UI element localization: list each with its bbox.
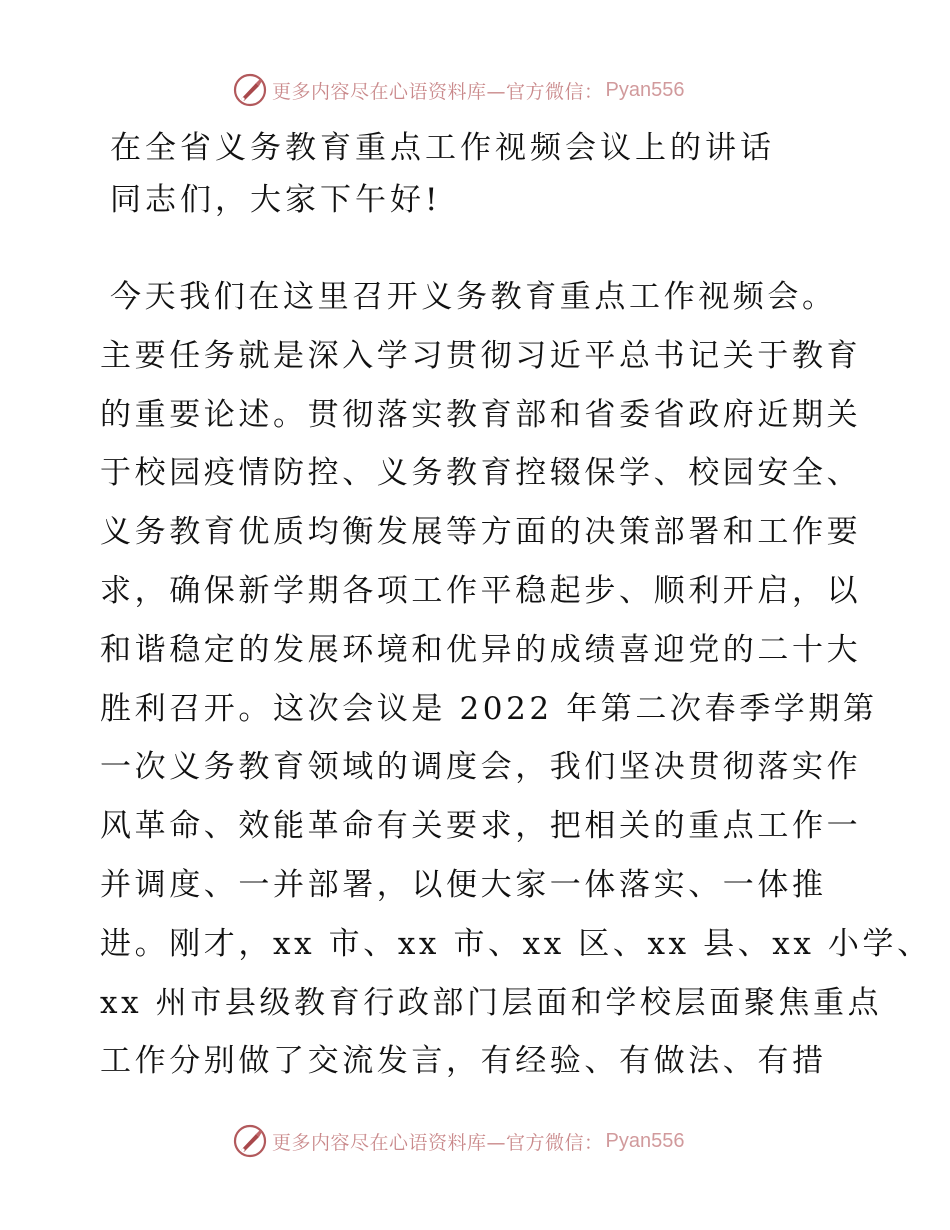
watermark-handle: Pyan556 xyxy=(605,1129,685,1152)
document-title: 在全省义务教育重点工作视频会议上的讲话 xyxy=(110,130,775,166)
watermark-text: 更多内容尽在心语资料库—官方微信： xyxy=(272,1131,604,1154)
paragraph-line: 并调度、一并部署，以便大家一体落实、一体推 xyxy=(100,866,827,903)
greeting: 同志们，大家下午好! xyxy=(110,182,442,218)
paragraph-line: 主要任务就是深入学习贯彻习近平总书记关于教育 xyxy=(100,337,862,374)
paragraph-line: 胜利召开。这次会议是 2022 年第二次春季学期第 xyxy=(100,690,878,727)
paragraph-line: 和谐稳定的发展环境和优异的成绩喜迎党的二十大 xyxy=(100,631,862,668)
body-paragraph xyxy=(100,268,932,1091)
paragraph-line: 一次义务教育领域的调度会，我们坚决贯彻落实作 xyxy=(100,749,862,786)
paragraph-line: 进。刚才，xx 市、xx 市、xx 区、xx 县、xx 小学、 xyxy=(100,925,932,962)
watermark-text: 更多内容尽在心语资料库—官方微信： xyxy=(272,80,604,103)
watermark-handle: Pyan556 xyxy=(605,78,685,101)
header-watermark xyxy=(232,70,684,110)
paragraph-line: 义务教育优质均衡发展等方面的决策部署和工作要 xyxy=(100,514,862,551)
paragraph-line: 于校园疫情防控、义务教育控辍保学、校园安全、 xyxy=(100,455,862,492)
paragraph-line: 风革命、效能革命有关要求，把相关的重点工作一 xyxy=(100,808,862,845)
paragraph-line: xx 州市县级教育行政部门层面和学校层面聚焦重点 xyxy=(100,984,883,1021)
paragraph-line: 求，确保新学期各项工作平稳起步、顺利开启，以 xyxy=(100,572,862,609)
paragraph-line: 今天我们在这里召开义务教育重点工作视频会。 xyxy=(110,279,837,315)
footer-watermark xyxy=(232,1121,684,1161)
fountain-pen-logo-icon xyxy=(232,72,268,108)
paragraph-line: 工作分别做了交流发言，有经验、有做法、有措 xyxy=(100,1043,827,1080)
fountain-pen-logo-icon xyxy=(232,1123,268,1159)
paragraph-line: 的重要论述。贯彻落实教育部和省委省政府近期关 xyxy=(100,396,862,433)
